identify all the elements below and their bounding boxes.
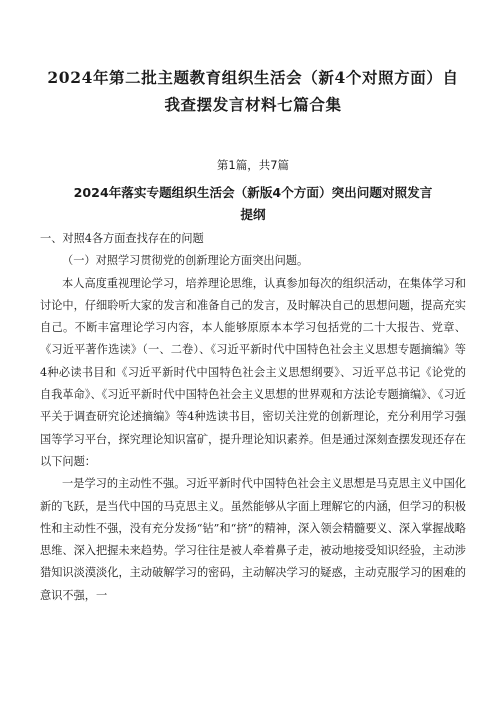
section-label: 第1篇，共7篇 [216,158,290,172]
article-subtitle [40,182,466,226]
body-paragraph-1: 本人高度重视理论学习，培养理论思维，认真参加每次的组织活动，在集体学习和讨论中，仔细聆听大家的发言和准备自己的发言，及时解决自己的思想问题，提高充实自己。不断丰富理论学习内容，本人能够原原本本学习包括党的二十大报告、党章、《习近平著作选读》（一、二卷）、《习近平新时代中国特色社会主义思想专题摘编》等4种必读书目和《习近平新时代中国特色社会主义思想纲要》、习近平总书记《论党的自我革命》、《习近平新时代中国特色社会主义思想的世界观和方法论专题摘编》、《习近平关于调查研究论述摘编》等4种选读书目，密切关注党的创新理论，充分利用学习强国等学习平台，探究理论知识富矿，提升理论知识素养。但是通过深刻查摆发现还存在以下问题： [40,276,466,468]
document-title-line-2: 我查摆发言材料七篇合集 [164,95,342,114]
article-subtitle-line-2: 提纲 [240,207,266,222]
heading-level-2: （一）对照学习贯彻党的创新理论方面突出问题。 [62,254,309,268]
heading-level-1: 一、对照4各方面查找存在的问题 [40,232,204,245]
article-subtitle-line-1: 2024年落实专题组织生活会（新版4个方面）突出问题对照发言 [73,185,433,200]
document-title-line-1: 2024年第二批主题教育组织生活会（新4个对照方面）自 [47,68,459,87]
body-paragraph-2: 一是学习的主动性不强。习近平新时代中国特色社会主义思想是马克思主义中国化新的飞跃，是当代中国的马克思主义。虽然能够从字面上理解它的内涵，但学习的积极性和主动性不强，没有充分发扬“钻”和“挤”的精神，深入领会精髓要义、深入掌握战略思维、深入把握未来趋势。学习往往是被人牵着鼻子走，被动地接受知识经验，主动涉猎知识淡漠淡化，主动破解学习的密码，主动解决学习的疑惑，主动克服学习的困难的意识不强，一 [40,477,466,602]
document-title [40,0,466,118]
article-body [40,228,466,607]
